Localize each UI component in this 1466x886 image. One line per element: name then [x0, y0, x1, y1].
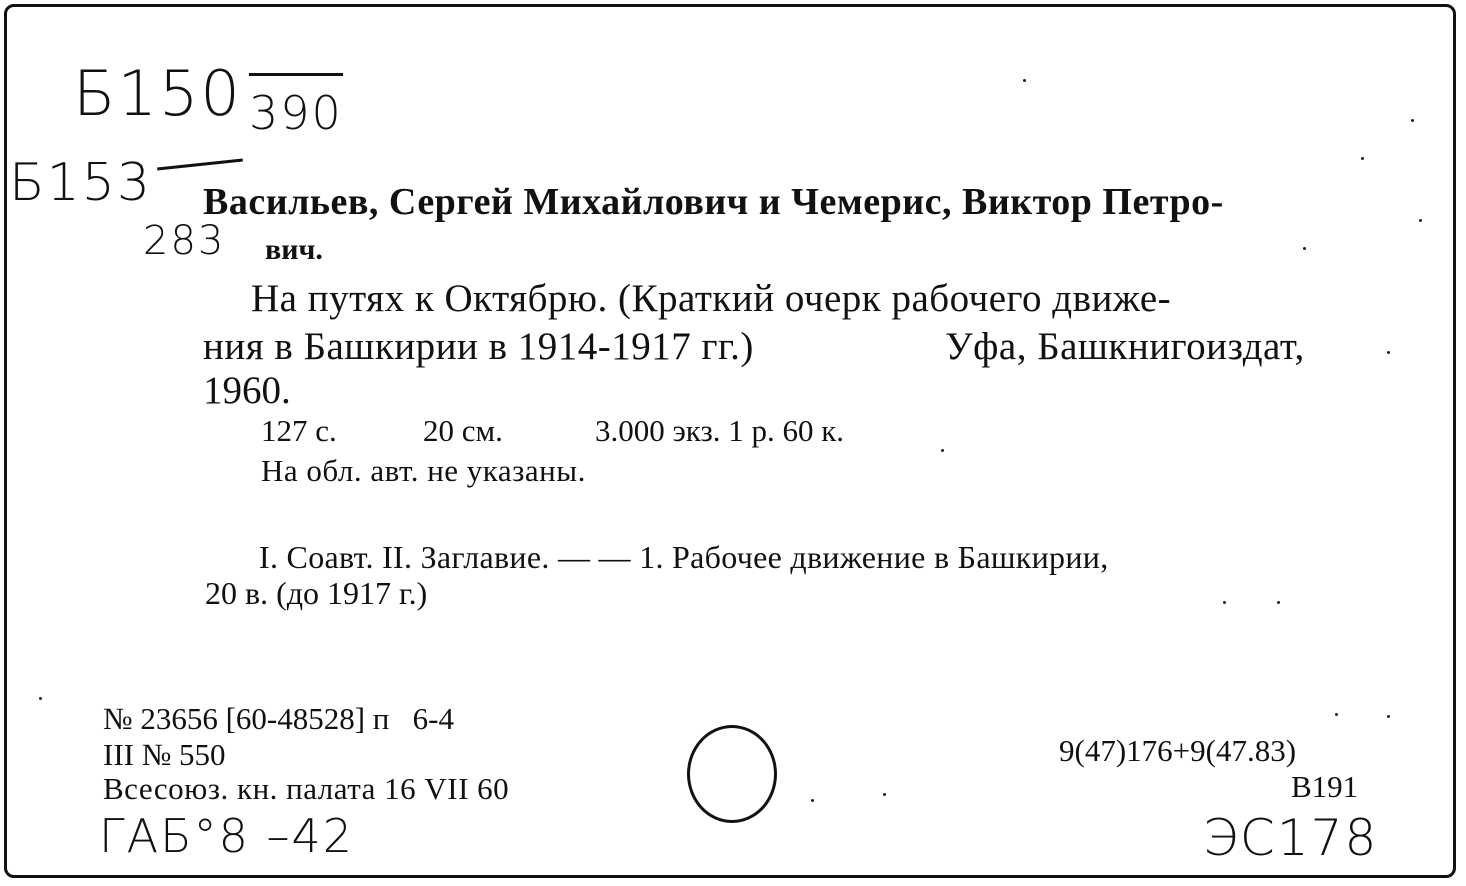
scan-speck [1023, 79, 1026, 82]
handwritten-shelfmark-top-sub: 390 [249, 73, 343, 136]
scan-speck [1223, 601, 1226, 604]
scan-speck [1387, 715, 1390, 718]
publisher: Уфа, Башкнигоиздат, [945, 325, 1305, 368]
handwritten-note-bottom-left: ГАБ°8 –42 [99, 809, 355, 863]
handwritten-shelfmark-top: Б150 [73, 57, 242, 130]
book-chamber: Всесоюз. кн. палата 16 VII 60 [103, 771, 510, 806]
punch-hole [687, 725, 777, 823]
handwritten-stroke [157, 159, 243, 171]
scan-speck [941, 449, 944, 452]
scan-speck [811, 799, 814, 802]
scan-speck [1419, 219, 1422, 222]
scan-speck [1411, 119, 1414, 122]
note: На обл. авт. не указаны. [261, 453, 586, 488]
scan-speck [1277, 601, 1280, 604]
tracings-line-2: 20 в. (до 1917 г.) [205, 575, 428, 611]
title-line-2: ния в Башкирии в 1914-1917 гг.) [203, 325, 754, 368]
pages: 127 с. [261, 413, 337, 448]
scan-speck [1303, 247, 1306, 250]
copies-price: 3.000 экз. 1 р. 60 к. [595, 413, 845, 448]
classification: 9(47)176+9(47.83) [1059, 733, 1297, 768]
catalog-card [4, 4, 1456, 878]
tracings-line-1: I. Соавт. II. Заглавие. — — 1. Рабочее движение в Башкирии, [259, 539, 1109, 575]
title-line-3: 1960. [203, 369, 291, 412]
handwritten-note-bottom-right: ЭС178 [1203, 809, 1379, 867]
series-number: III № 550 [103, 737, 226, 772]
scan-speck [1361, 157, 1364, 160]
size: 20 см. [423, 413, 503, 448]
title-line-1: На путях к Октябрю. (Краткий очерк рабочего движе- [251, 277, 1172, 320]
scan-speck [883, 793, 886, 796]
cutter-number: В191 [1291, 769, 1359, 804]
scan-speck [1335, 713, 1338, 716]
author-heading-line-1: Васильев, Сергей Михайлович и Чемерис, Виктор Петро- [203, 181, 1224, 223]
record-number: № 23656 [60-48528] п 6-4 [103, 701, 454, 736]
author-heading-line-2: вич. [265, 233, 323, 266]
scan-speck [39, 697, 42, 700]
scan-speck [1387, 351, 1390, 354]
handwritten-shelfmark-left-sub: 283 [143, 218, 226, 264]
handwritten-shelfmark-left: Б153 [9, 153, 152, 213]
